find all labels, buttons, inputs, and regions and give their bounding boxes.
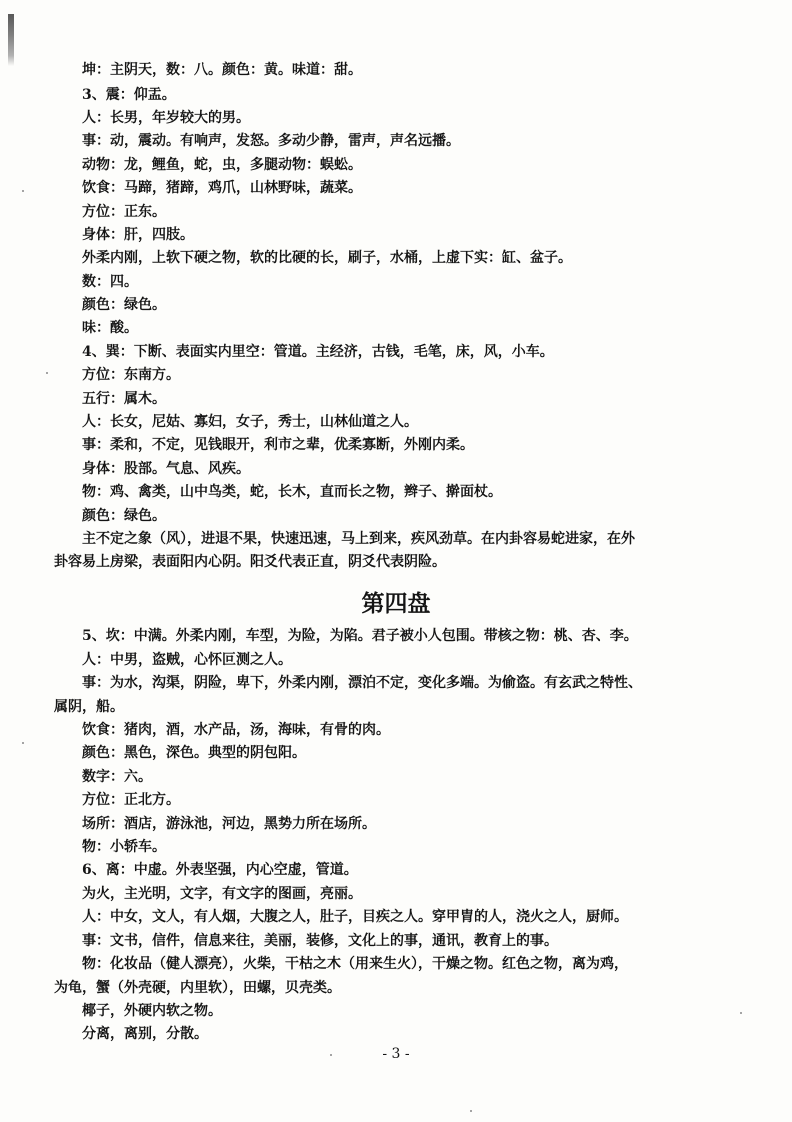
scan-speck <box>740 1012 742 1014</box>
text-line: 方位：正东。 <box>82 204 166 220</box>
text-line: 卦容易上房梁，表面阳内心阴。阳爻代表正直，阴爻代表阴险。 <box>54 554 446 570</box>
text-line: 物：小轿车。 <box>82 839 166 855</box>
text-line: 身体：股部。气息、风疾。 <box>82 461 250 477</box>
text-line: 颜色：绿色。 <box>82 508 166 524</box>
text-line: 坤：主阴天，数：八。颜色：黄。味道：甜。 <box>82 62 362 78</box>
scan-speck <box>22 190 24 192</box>
text-line: 椰子，外硬内软之物。 <box>82 1003 222 1019</box>
text-line: 场所：酒店，游泳池，河边，黑势力所在场所。 <box>82 816 376 832</box>
text-line: 人：长女，尼姑、寡妇，女子，秀士，山林仙道之人。 <box>82 414 418 430</box>
text-line: 4、巽：下断、表面实内里空：管道。主经济，古钱，毛笔，床，风，小车。 <box>82 344 554 360</box>
text-line: 分离，离别，分散。 <box>82 1026 208 1042</box>
text-line: 五行：属木。 <box>82 391 166 407</box>
text-line: 事：文书，信件，信息来往，美丽，装修，文化上的事，通讯，教育上的事。 <box>82 933 558 949</box>
text-line: 数：四。 <box>82 274 138 290</box>
text-line: 6、离：中虚。外表坚强，内心空虚，管道。 <box>82 862 358 878</box>
text-line: 饮食：猪肉，酒，水产品，汤，海味，有骨的肉。 <box>82 722 390 738</box>
text-line: 主不定之象（风），进退不果，快速迅速，马上到来，疾风劲草。在内卦容易蛇进家，在外 <box>82 531 635 547</box>
text-line: 颜色：绿色。 <box>82 297 166 313</box>
text-line: 身体：肝，四肢。 <box>82 227 194 243</box>
text-line: 为龟，蟹（外壳硬，内里软），田螺，贝壳类。 <box>54 980 341 996</box>
text-line: 方位：东南方。 <box>82 367 180 383</box>
text-line: 颜色：黑色，深色。典型的阴包阳。 <box>82 745 306 761</box>
text-line: 方位：正北方。 <box>82 792 180 808</box>
section-title: 第四盘 <box>361 591 431 617</box>
text-line: 味：酸。 <box>82 320 138 336</box>
text-line: 物：化妆品（健人漂亮），火柴，干枯之木（用来生火），干燥之物。红色之物，离为鸡， <box>82 956 628 972</box>
scan-speck <box>46 372 48 374</box>
text-line: 5、坎：中满。外柔内刚，车型，为险，为陷。君子被小人包围。带核之物：桃、杏、李。 <box>82 628 638 644</box>
text-line: 3、震：仰盂。 <box>82 87 176 103</box>
text-line: 饮食：马蹄，猪蹄，鸡爪，山林野味，蔬菜。 <box>82 180 362 196</box>
scan-speck <box>22 742 24 744</box>
scan-speck <box>330 1054 332 1056</box>
text-line: 事：柔和，不定，见钱眼开，利市之辈，优柔寡断，外刚内柔。 <box>82 437 474 453</box>
scan-speck <box>470 1110 472 1112</box>
text-line: 人：中男，盗贼，心怀叵测之人。 <box>82 652 292 668</box>
text-line: 动物：龙，鲤鱼，蛇，虫，多腿动物：蜈蚣。 <box>82 157 362 173</box>
text-line: 事：动，震动。有响声，发怒。多动少静，雷声，声名远播。 <box>82 133 460 149</box>
text-line: 人：中女，文人，有人烟，大腹之人，肚子，目疾之人。穿甲胄的人，浇火之人，厨师。 <box>82 909 628 925</box>
text-line: 物：鸡、禽类，山中鸟类，蛇，长木，直而长之物，辫子、擀面杖。 <box>82 484 502 500</box>
page-number: - 3 - <box>382 1046 410 1062</box>
text-line: 数字：六。 <box>82 769 152 785</box>
text-line: 属阴，船。 <box>54 699 124 715</box>
text-line: 为火，主光明，文字，有文字的图画，亮丽。 <box>82 886 362 902</box>
text-line: 人：长男，年岁较大的男。 <box>82 110 250 126</box>
text-line: 事：为水，沟渠，阴险，卑下，外柔内刚，漂泊不定，变化多端。为偷盗。有玄武之特性、 <box>82 675 642 691</box>
text-line: 外柔内刚，上软下硬之物，软的比硬的长，刷子，水桶，上虚下实：缸、盆子。 <box>82 250 572 266</box>
binding-mark <box>8 14 14 66</box>
